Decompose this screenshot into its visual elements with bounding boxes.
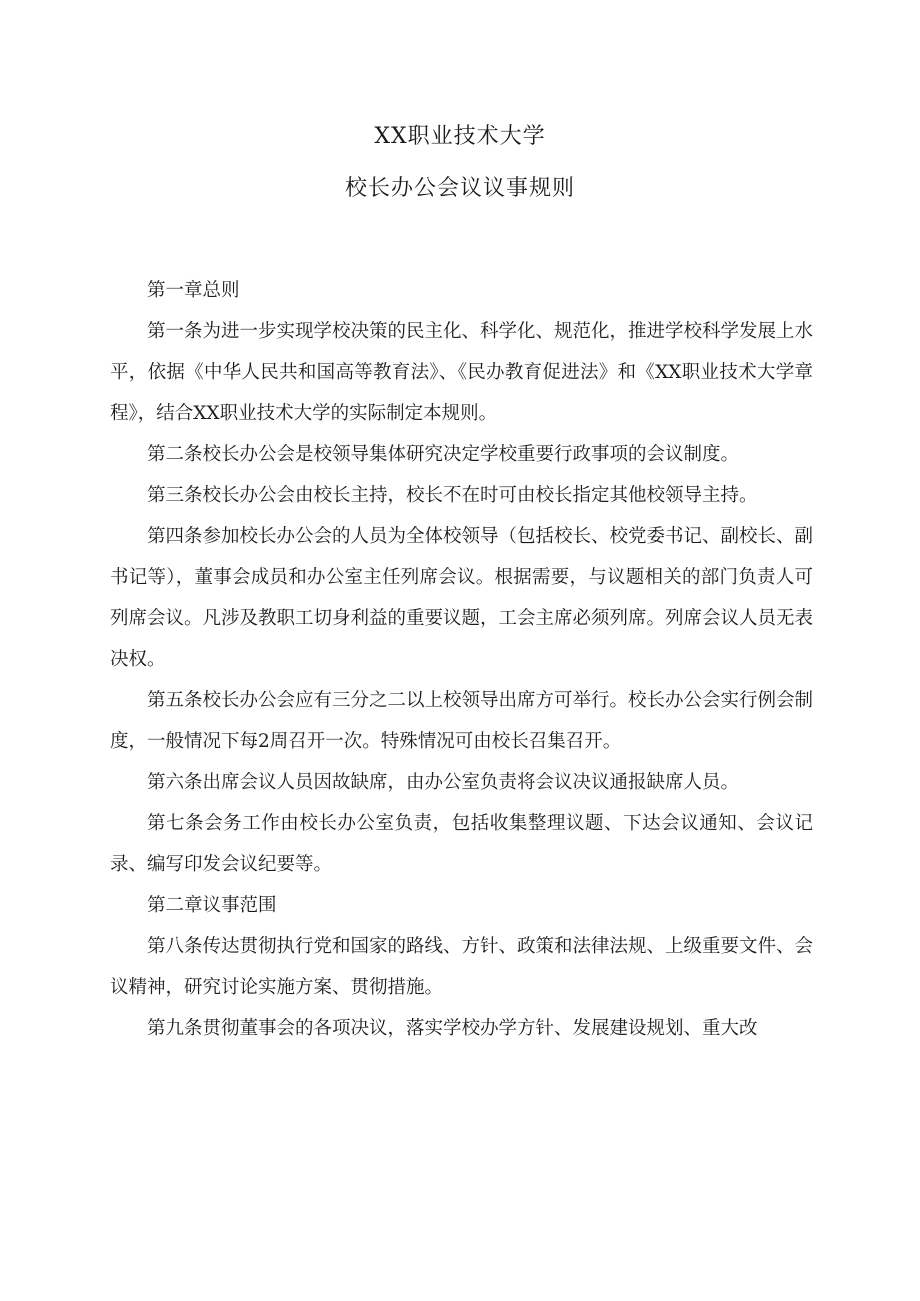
document-subtitle: 校长办公会议议事规则	[344, 176, 575, 201]
article-9: 第九条贯彻董事会的各项决议，落实学校办学方针、发展建设规划、重大改	[147, 1018, 758, 1039]
article-2: 第二条校长办公会是校领导集体研究决定学校重要行政事项的会议制度。	[147, 444, 740, 465]
article-1: 第一条为进一步实现学校决策的民主化、科学化、规范化，推进学校科学发展上水平，依据《中华人民共和国高等教育法》、《民办教育促进法》和《XX职业技术大学章程》，结合XX职业技术大学的实际制定本规则。	[110, 321, 814, 424]
document-body	[110, 270, 813, 1049]
article-3: 第三条校长办公会由校长主持，校长不在时可由校长指定其他校领导主持。	[147, 485, 758, 506]
article-4: 第四条参加校长办公会的人员为全体校领导（包括校长、校党委书记、副校长、副书记等），董事会成员和办公室主任列席会议。根据需要，与议题相关的部门负责人可列席会议。凡涉及教职工切身利益的重要议题，工会主席必须列席。列席会议人员无表决权。	[110, 526, 814, 670]
article-8: 第八条传达贯彻执行党和国家的路线、方针、政策和法律法规、上级重要文件、会议精神，研究讨论实施方案、贯彻措施。	[110, 936, 814, 998]
article-5: 第五条校长办公会应有三分之二以上校领导出席方可举行。校长办公会实行例会制度，一般情况下每2周召开一次。特殊情况可由校长召集召开。	[110, 690, 814, 752]
chapter-heading-2: 第二章议事范围	[147, 895, 277, 916]
article-6: 第六条出席会议人员因故缺席，由办公室负责将会议决议通报缺席人员。	[147, 772, 740, 793]
chapter-heading-1: 第一章总则	[147, 280, 240, 301]
title-block	[0, 122, 920, 204]
document-title: XX职业技术大学	[374, 124, 546, 149]
article-7: 第七条会务工作由校长办公室负责，包括收集整理议题、下达会议通知、会议记录、编写印发会议纪要等。	[110, 813, 813, 875]
